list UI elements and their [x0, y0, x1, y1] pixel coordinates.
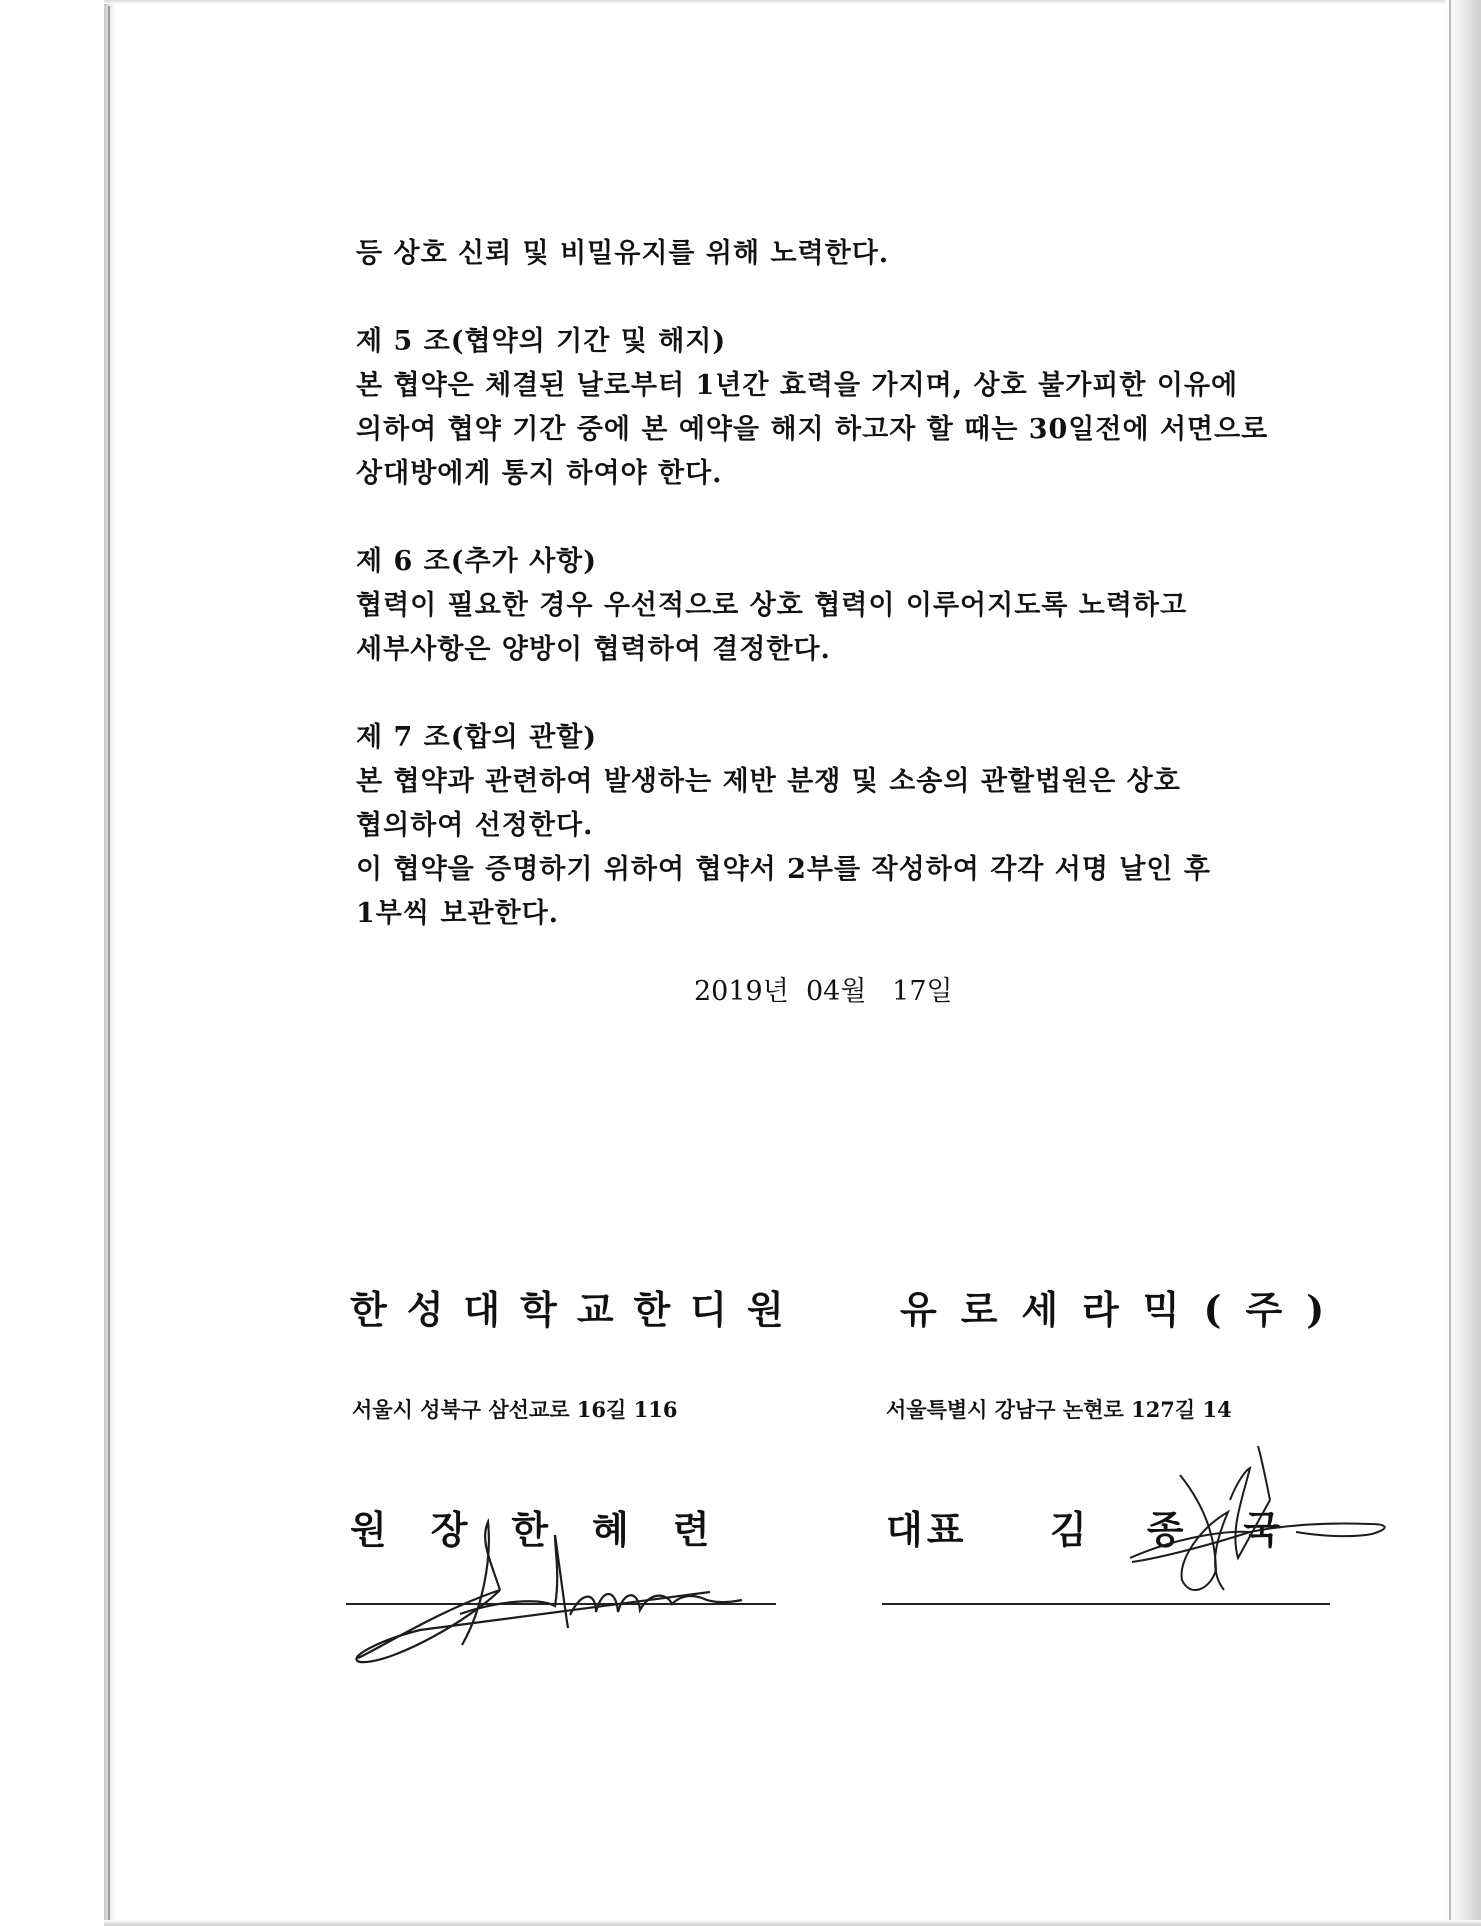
article-7-heading: 제 7 조(합의 관할) [356, 722, 598, 753]
body-line: 1부씩 보관한다. [356, 898, 560, 929]
left-representative: 원장한혜련 [350, 1507, 754, 1552]
signature-stroke [570, 1594, 742, 1615]
right-handwritten-signature [1120, 1440, 1400, 1610]
signature-stroke [1130, 1532, 1250, 1562]
left-organization-address: 서울시 성북구 삼선교로 16길 116 [352, 1397, 678, 1422]
body-line: 등 상호 신뢰 및 비밀유지를 위해 노력한다. [356, 238, 890, 269]
right-organization-address: 서울특별시 강남구 논현로 127길 14 [886, 1397, 1232, 1422]
signature-stroke [1230, 1468, 1270, 1558]
paragraph-gap [356, 672, 1366, 716]
article-5-heading: 제 5 조(협약의 기간 및 해지) [356, 326, 727, 357]
body-line: 세부사항은 양방이 협력하여 결정한다. [356, 634, 831, 665]
paragraph-gap [356, 276, 1366, 320]
article-6-heading: 제 6 조(추가 사항) [356, 546, 598, 577]
page-edge-top [104, 0, 1481, 4]
signature-stroke [1180, 1475, 1228, 1590]
body-line: 본 협약과 관련하여 발생하는 제반 분쟁 및 소송의 관할법원은 상호 [356, 766, 1181, 797]
signature-stroke [1250, 1523, 1385, 1536]
page-edge-left [104, 0, 116, 1926]
page-edge-bottom [104, 1920, 1481, 1926]
page-edge-right-line [1449, 0, 1451, 1926]
body-line: 협력이 필요한 경우 우선적으로 상호 협력이 이루어지도록 노력하고 [356, 590, 1188, 621]
signature-stroke [462, 1522, 500, 1645]
body-line: 상대방에게 통지 하여야 한다. [356, 458, 723, 489]
right-representative-title: 대표 [886, 1507, 968, 1552]
left-handwritten-signature [350, 1480, 750, 1690]
right-representative-name: 김종국 [1050, 1507, 1341, 1552]
paragraph-gap [356, 496, 1366, 540]
page-edge-left-line [108, 6, 110, 1920]
right-organization-name: 유로세라믹(주) [900, 1287, 1349, 1332]
agreement-body [356, 232, 1366, 936]
agreement-date: 2019년 04월 17일 [694, 976, 953, 1007]
body-line: 의하여 협약 기간 중에 본 예약을 해지 하고자 할 때는 30일전에 서면으로 [356, 414, 1269, 445]
body-line: 이 협약을 증명하기 위하여 협약서 2부를 작성하여 각각 서명 날인 후 [356, 854, 1211, 885]
body-line: 본 협약은 체결된 날로부터 1년간 효력을 가지며, 상호 불가피한 이유에 [356, 370, 1239, 401]
body-line: 협의하여 선정한다. [356, 810, 594, 841]
left-organization-name: 한성대학교한디원 [350, 1287, 804, 1332]
signature-stroke [1258, 1446, 1270, 1500]
